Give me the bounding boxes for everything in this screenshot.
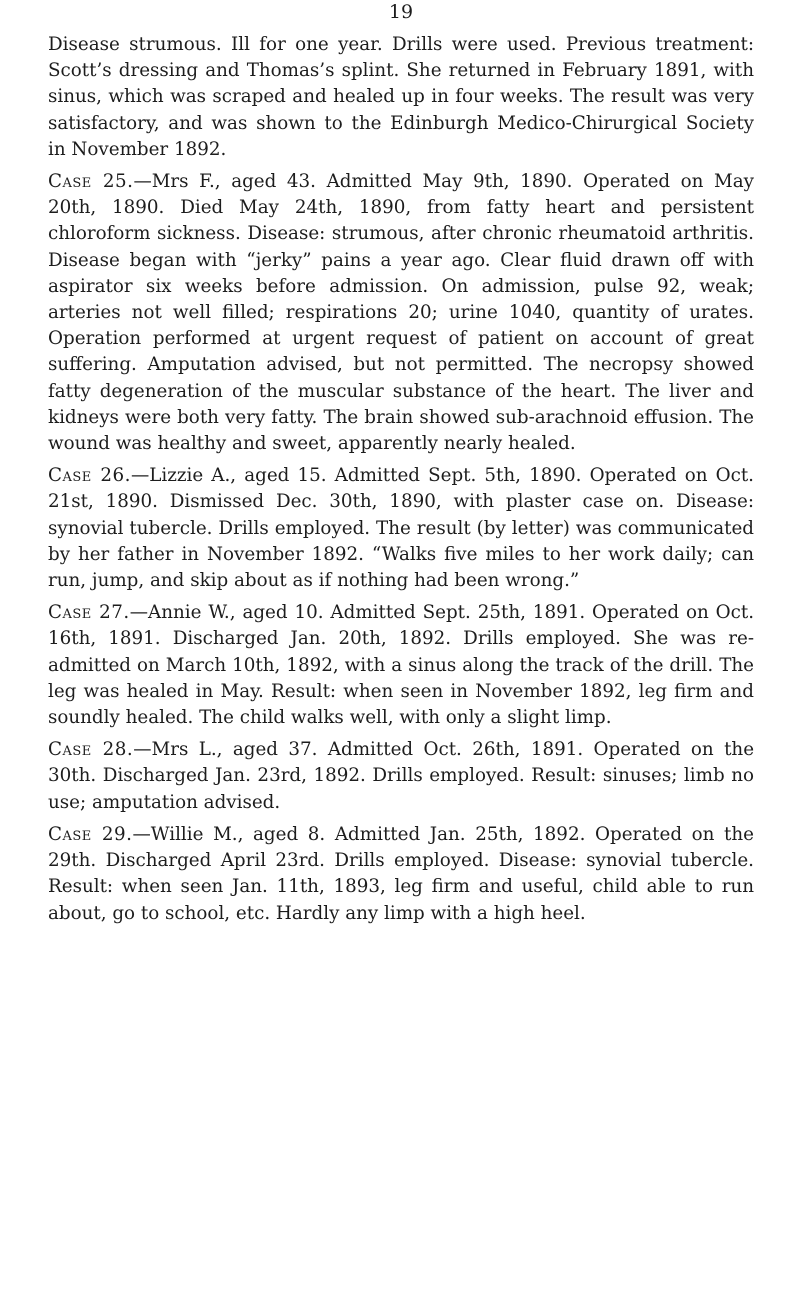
paragraph-text: —Lizzie A., aged 15. Admitted Sept. 5th, 1890. Operated on Oct. 21st, 1890. Dismissed Dec. 30th, 1890, with plaster case on. Disease: synovial tubercle. Drills employed. The result (by letter) was communicated by her father in November 1892. “Walks five miles to her work daily; can run, jump, and skip about as if nothing had been wrong.” bbox=[48, 465, 754, 592]
book-page bbox=[48, 0, 754, 1300]
case-label: Case 29. bbox=[48, 823, 133, 845]
paragraph-case-26 bbox=[48, 463, 754, 594]
paragraph-case-27 bbox=[48, 600, 754, 731]
paragraph-case-25 bbox=[48, 169, 754, 457]
case-label: Case 25. bbox=[48, 171, 134, 193]
case-label: Case 27. bbox=[48, 602, 130, 624]
paragraph-text: —Annie W., aged 10. Admitted Sept. 25th, 1891. Operated on Oct. 16th, 1891. Discharged Jan. 20th, 1892. Drills employed. She was re-admitted on March 10th, 1892, with a sinus along the track of the drill. The leg was healed in May. Result: when seen in November 1892, leg firm and soundly healed. The child walks well, with only a slight limp. bbox=[48, 602, 755, 729]
paragraph-text: —Willie M., aged 8. Admitted Jan. 25th, 1892. Operated on the 29th. Discharged April 23rd. Drills employed. Disease: synovial tubercle. Result: when seen Jan. 11th, 1893, leg firm and useful, child able to run about, go to school, etc. Hardly any limp with a high heel. bbox=[48, 823, 755, 924]
page-number: 19 bbox=[388, 1, 414, 23]
paragraph-case-24-continued bbox=[48, 32, 754, 163]
paragraph-case-28 bbox=[48, 737, 754, 816]
paragraph-text: Disease strumous. Ill for one year. Drills were used. Previous treatment: Scott’s dressing and Thomas’s splint. She returned in February 1891, with sinus, which was scraped and healed up in four weeks. The result was very satisfactory, and was shown to the Edinburgh Medico-Chirurgical Society in November 1892. bbox=[48, 34, 754, 160]
paragraph-text: —Mrs L., aged 37. Admitted Oct. 26th, 1891. Operated on the 30th. Discharged Jan. 23rd, 1892. Drills employed. Result: sinuses; limb no use; amputation advised. bbox=[48, 739, 755, 813]
paragraph-text: —Mrs F., aged 43. Admitted May 9th, 1890. Operated on May 20th, 1890. Died May 24th, 1890, from fatty heart and persistent chloroform sickness. Disease: strumous, after chronic rheumatoid arthritis. Disease began with “jerky” pains a year ago. Clear fluid drawn off with aspirator six weeks before admission. On admission, pulse 92, weak; arteries not well filled; respirations 20; urine 1040, quantity of urates. Operation performed at urgent request of patient on account of great suffering. Amputation advised, but not permitted. The necropsy showed fatty degeneration of the muscular substance of the heart. The liver and kidneys were both very fatty. The brain showed sub-arachnoid effusion. The wound was healthy and sweet, apparently nearly healed. bbox=[48, 171, 754, 455]
case-label: Case 26. bbox=[48, 465, 131, 487]
case-label: Case 28. bbox=[48, 739, 134, 761]
paragraph-case-29 bbox=[48, 822, 754, 927]
